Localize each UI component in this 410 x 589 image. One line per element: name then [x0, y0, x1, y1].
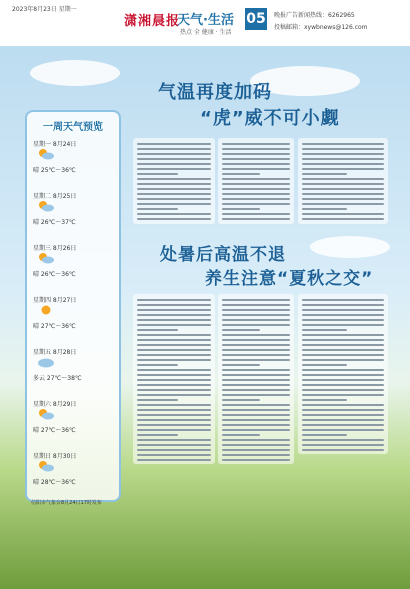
text-placeholder-line: [222, 379, 290, 381]
forecast-day: [33, 399, 115, 439]
text-placeholder-line: [302, 148, 384, 150]
forecast-temp: 晴 26℃～36℃: [33, 271, 76, 278]
article-1-title-line-1: 气温再度加码: [158, 82, 272, 103]
text-placeholder-line: [302, 319, 384, 321]
text-placeholder-line: [302, 188, 384, 190]
weekly-forecast-panel: [25, 110, 121, 502]
text-placeholder-line: [137, 319, 211, 321]
sun-cloud-icon: [37, 148, 55, 160]
text-placeholder-line: [302, 414, 384, 416]
text-placeholder-line: [302, 354, 384, 356]
text-placeholder-line: [302, 434, 347, 436]
text-placeholder-line: [222, 148, 290, 150]
text-placeholder-line: [302, 449, 384, 451]
forecast-date: 星期六 8月29日: [33, 401, 77, 408]
text-placeholder-line: [222, 434, 260, 436]
text-placeholder-line: [222, 339, 290, 341]
text-placeholder-line: [302, 183, 384, 185]
text-placeholder-line: [302, 218, 384, 220]
text-placeholder-line: [137, 309, 211, 311]
text-placeholder-line: [222, 324, 290, 326]
text-placeholder-line: [302, 299, 384, 301]
text-placeholder-line: [302, 389, 384, 391]
text-placeholder-line: [302, 359, 384, 361]
text-placeholder-line: [137, 374, 211, 376]
text-placeholder-line: [222, 299, 290, 301]
text-placeholder-line: [137, 354, 211, 356]
text-placeholder-line: [222, 158, 290, 160]
sun-cloud-icon: [37, 408, 55, 420]
text-placeholder-line: [302, 158, 384, 160]
text-placeholder-line: [137, 299, 211, 301]
text-placeholder-line: [222, 439, 290, 441]
text-placeholder-line: [222, 319, 290, 321]
text-placeholder-line: [137, 314, 211, 316]
text-placeholder-line: [302, 324, 384, 326]
forecast-day: [33, 243, 115, 283]
text-placeholder-line: [302, 384, 384, 386]
text-placeholder-line: [302, 394, 384, 396]
text-placeholder-line: [137, 394, 211, 396]
text-placeholder-line: [302, 309, 384, 311]
text-placeholder-line: [222, 449, 290, 451]
text-placeholder-line: [302, 173, 347, 175]
text-placeholder-line: [137, 344, 211, 346]
text-placeholder-line: [222, 459, 290, 461]
text-placeholder-line: [222, 369, 290, 371]
forecast-temp: 晴 27℃～36℃: [33, 323, 76, 330]
text-placeholder-line: [222, 218, 290, 220]
text-placeholder-line: [137, 213, 211, 215]
text-placeholder-line: [302, 409, 384, 411]
text-placeholder-line: [222, 153, 290, 155]
text-placeholder-line: [302, 213, 384, 215]
forecast-temp: 晴 26℃～37℃: [33, 219, 76, 226]
text-placeholder-line: [222, 394, 290, 396]
forecast-day: [33, 139, 115, 179]
forecast-temp: 晴 28℃～36℃: [33, 479, 76, 486]
text-placeholder-line: [302, 439, 384, 441]
text-placeholder-line: [222, 329, 260, 331]
text-placeholder-line: [302, 314, 384, 316]
text-placeholder-line: [302, 374, 384, 376]
text-placeholder-line: [302, 344, 384, 346]
text-placeholder-line: [137, 208, 178, 210]
text-placeholder-line: [137, 424, 211, 426]
text-placeholder-line: [222, 344, 290, 346]
text-placeholder-line: [222, 143, 290, 145]
text-placeholder-line: [222, 444, 290, 446]
forecast-date: 星期三 8月26日: [33, 245, 77, 252]
article-1-body-column-2: [218, 138, 294, 224]
text-placeholder-line: [302, 339, 384, 341]
text-placeholder-line: [222, 374, 290, 376]
text-placeholder-line: [222, 304, 290, 306]
text-placeholder-line: [137, 188, 211, 190]
text-placeholder-line: [222, 168, 290, 170]
text-placeholder-line: [137, 459, 211, 461]
text-placeholder-line: [302, 429, 384, 431]
article-2-title-line-1: 处暑后高温不退: [160, 245, 286, 265]
masthead: [0, 0, 410, 47]
article-2-title-line-2: 养生注意“夏秋之交”: [205, 269, 374, 289]
text-placeholder-line: [137, 404, 211, 406]
text-placeholder-line: [222, 203, 290, 205]
text-placeholder-line: [222, 409, 290, 411]
forecast-day: [33, 191, 115, 231]
article-2-body-column-2: [218, 294, 294, 464]
article-2-body-column-3: [298, 294, 388, 454]
page-number: 05: [245, 8, 267, 30]
text-placeholder-line: [302, 399, 347, 401]
text-placeholder-line: [222, 389, 290, 391]
forecast-day: [33, 347, 115, 387]
text-placeholder-line: [302, 329, 347, 331]
text-placeholder-line: [302, 424, 384, 426]
section-subtitle: 热点 全 健康 · 生活: [180, 29, 232, 36]
text-placeholder-line: [137, 439, 211, 441]
text-placeholder-line: [137, 399, 178, 401]
text-placeholder-line: [137, 449, 211, 451]
text-placeholder-line: [137, 434, 178, 436]
text-placeholder-line: [302, 349, 384, 351]
text-placeholder-line: [302, 203, 384, 205]
submission-email: 投稿邮箱：xywbnews@126.com: [274, 24, 368, 31]
text-placeholder-line: [222, 429, 290, 431]
text-placeholder-line: [137, 148, 211, 150]
text-placeholder-line: [302, 208, 347, 210]
text-placeholder-line: [137, 334, 211, 336]
text-placeholder-line: [302, 334, 384, 336]
text-placeholder-line: [222, 213, 290, 215]
forecast-temp: 晴 25℃～36℃: [33, 167, 76, 174]
text-placeholder-line: [137, 419, 211, 421]
text-placeholder-line: [222, 414, 290, 416]
forecast-temp: 多云 27℃～38℃: [33, 375, 82, 382]
text-placeholder-line: [302, 198, 384, 200]
text-placeholder-line: [222, 183, 290, 185]
text-placeholder-line: [137, 384, 211, 386]
text-placeholder-line: [222, 309, 290, 311]
text-placeholder-line: [302, 369, 384, 371]
text-placeholder-line: [222, 314, 290, 316]
text-placeholder-line: [137, 198, 211, 200]
text-placeholder-line: [137, 349, 211, 351]
text-placeholder-line: [222, 424, 290, 426]
text-placeholder-line: [302, 304, 384, 306]
forecast-day: [33, 451, 115, 491]
cloud-shape: [310, 236, 390, 258]
text-placeholder-line: [222, 349, 290, 351]
forecast-footer: 信阳市气象台8月24日17时发布: [31, 500, 102, 506]
forecast-date: 星期四 8月27日: [33, 297, 77, 304]
sun-icon: [37, 304, 55, 316]
text-placeholder-line: [222, 193, 290, 195]
forecast-day: [33, 295, 115, 335]
text-placeholder-line: [137, 329, 178, 331]
text-placeholder-line: [302, 178, 384, 180]
text-placeholder-line: [222, 454, 290, 456]
text-placeholder-line: [137, 173, 178, 175]
sun-cloud-icon: [37, 200, 55, 212]
text-placeholder-line: [222, 354, 290, 356]
article-1-body-column-3: [298, 138, 388, 224]
text-placeholder-line: [302, 153, 384, 155]
forecast-date: 星期五 8月28日: [33, 349, 77, 356]
text-placeholder-line: [137, 324, 211, 326]
text-placeholder-line: [137, 143, 211, 145]
text-placeholder-line: [222, 364, 260, 366]
text-placeholder-line: [222, 163, 290, 165]
text-placeholder-line: [222, 404, 290, 406]
text-placeholder-line: [137, 369, 211, 371]
text-placeholder-line: [222, 173, 260, 175]
sun-cloud-icon: [37, 252, 55, 264]
text-placeholder-line: [137, 414, 211, 416]
article-1-body-column-1: [133, 138, 215, 224]
text-placeholder-line: [137, 444, 211, 446]
text-placeholder-line: [302, 143, 384, 145]
text-placeholder-line: [222, 384, 290, 386]
sun-cloud-icon: [37, 460, 55, 472]
forecast-title: 一周天气预览: [43, 122, 103, 133]
text-placeholder-line: [302, 379, 384, 381]
text-placeholder-line: [302, 193, 384, 195]
forecast-date: 星期日 8月30日: [33, 453, 77, 460]
text-placeholder-line: [137, 153, 211, 155]
text-placeholder-line: [222, 208, 260, 210]
forecast-temp: 晴 27℃～36℃: [33, 427, 76, 434]
text-placeholder-line: [137, 304, 211, 306]
text-placeholder-line: [137, 409, 211, 411]
text-placeholder-line: [222, 178, 290, 180]
text-placeholder-line: [302, 168, 384, 170]
article-1-title-line-2: “虎”威不可小觑: [200, 108, 340, 129]
text-placeholder-line: [137, 183, 211, 185]
text-placeholder-line: [137, 218, 211, 220]
text-placeholder-line: [222, 399, 260, 401]
forecast-date: 星期二 8月25日: [33, 193, 77, 200]
text-placeholder-line: [222, 188, 290, 190]
forecast-date: 星期一 8月24日: [33, 141, 77, 148]
text-placeholder-line: [137, 389, 211, 391]
text-placeholder-line: [302, 163, 384, 165]
cloud-shape: [30, 60, 120, 86]
text-placeholder-line: [137, 454, 211, 456]
text-placeholder-line: [137, 379, 211, 381]
cloud-icon: [37, 356, 55, 368]
text-placeholder-line: [137, 364, 178, 366]
text-placeholder-line: [302, 419, 384, 421]
text-placeholder-line: [137, 359, 211, 361]
text-placeholder-line: [222, 359, 290, 361]
text-placeholder-line: [137, 158, 211, 160]
text-placeholder-line: [222, 198, 290, 200]
article-2-body-column-1: [133, 294, 215, 464]
text-placeholder-line: [137, 203, 211, 205]
text-placeholder-line: [222, 419, 290, 421]
newspaper-logo: 潇湘晨报: [124, 14, 181, 29]
text-placeholder-line: [137, 168, 211, 170]
text-placeholder-line: [302, 444, 384, 446]
text-placeholder-line: [302, 404, 384, 406]
text-placeholder-line: [137, 339, 211, 341]
issue-date: 2023年8月23日 星期一: [12, 6, 77, 13]
text-placeholder-line: [222, 334, 290, 336]
section-title: 天气·生活: [177, 13, 234, 28]
hotline: 晚报广告新闻热线：6262965: [274, 12, 355, 19]
text-placeholder-line: [137, 178, 211, 180]
text-placeholder-line: [137, 193, 211, 195]
text-placeholder-line: [137, 163, 211, 165]
text-placeholder-line: [137, 429, 211, 431]
text-placeholder-line: [302, 364, 347, 366]
